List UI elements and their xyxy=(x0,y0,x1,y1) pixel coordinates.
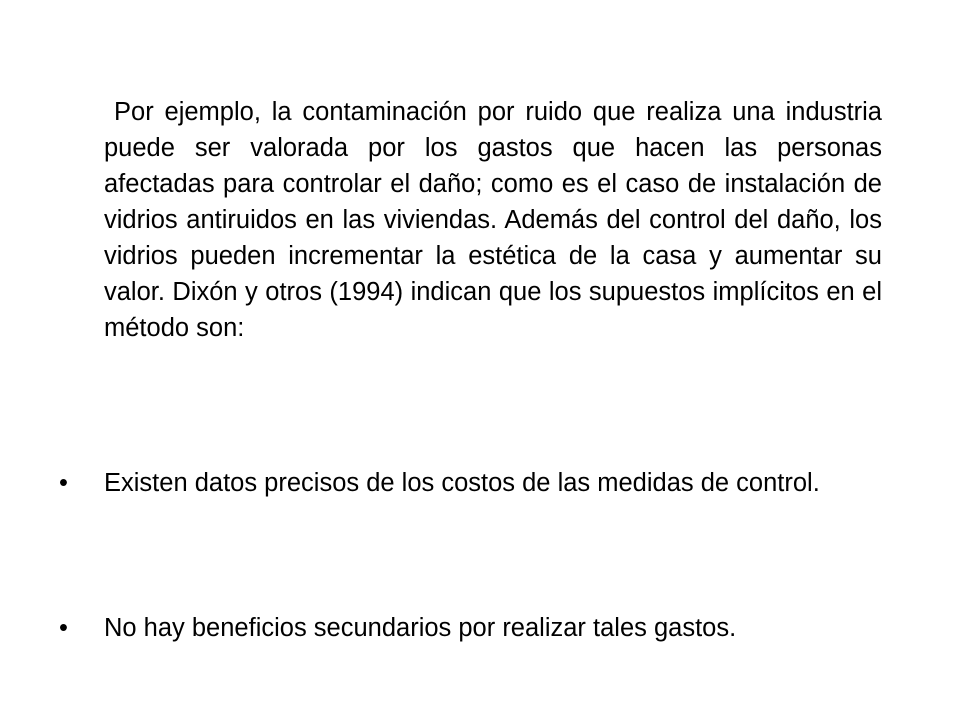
intro-paragraph: Por ejemplo, la contaminación por ruido que realiza una industria puede ser valorada por los gastos que hacen las personas afectadas para controlar el daño; como es el caso de instalación de vidrios antiruidos en las viviendas. Además del control del daño, los vidrios pueden incrementar la estética de la casa y aumentar su valor. Dixón y otros (1994) indican que los supuestos implícitos en el método son: xyxy=(104,98,882,342)
bullet-icon: • xyxy=(59,614,68,642)
bullet-text: Existen datos precisos de los costos de las medidas de control. xyxy=(104,469,820,497)
bullet-icon: • xyxy=(59,469,68,497)
bullet-text: No hay beneficios secundarios por realizar tales gastos. xyxy=(104,614,737,642)
